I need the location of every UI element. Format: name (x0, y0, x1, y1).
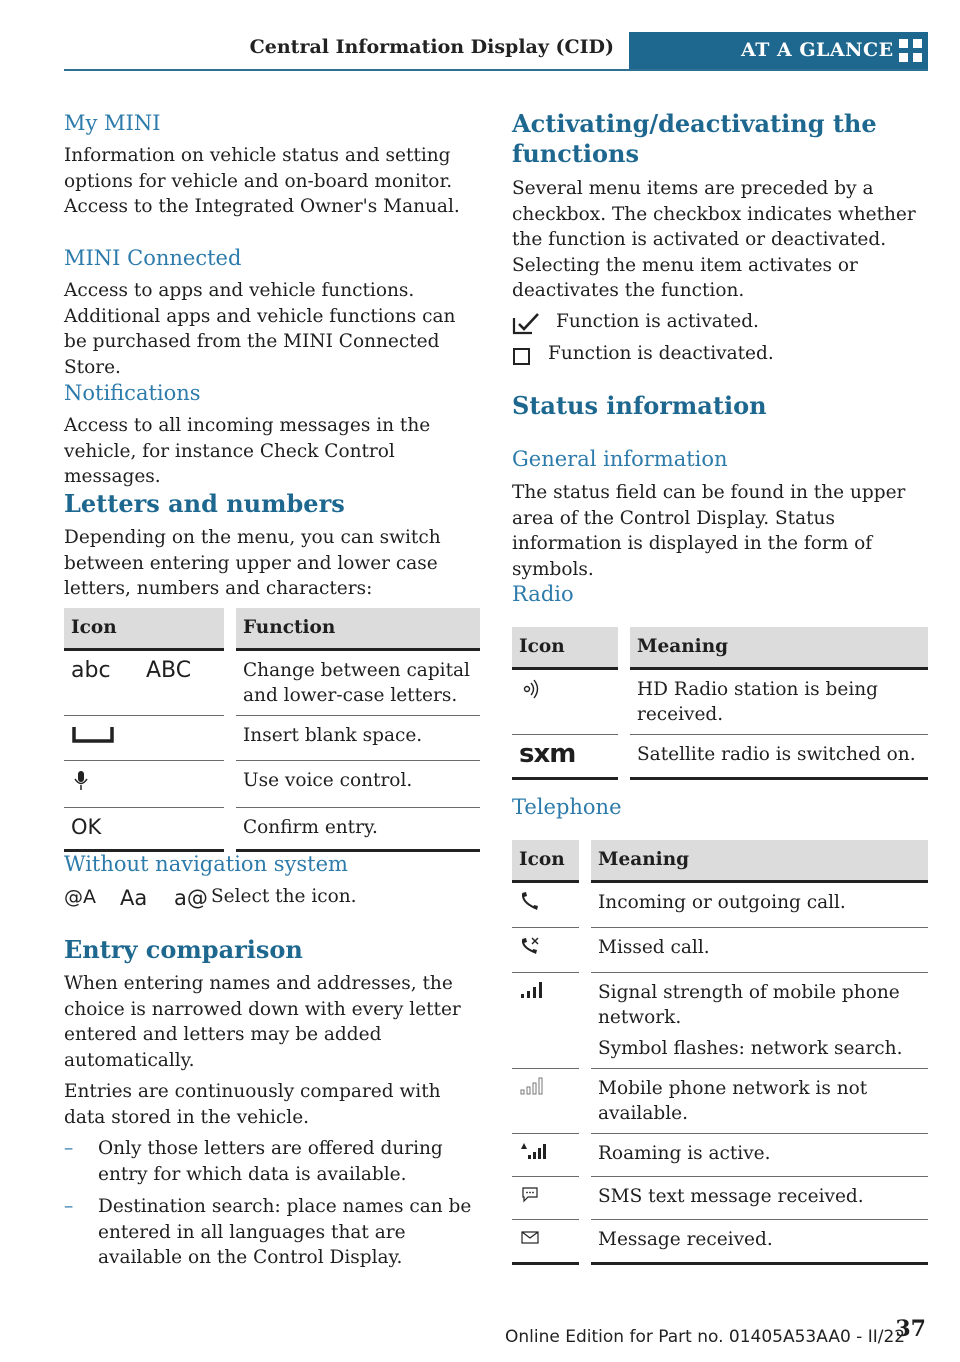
meaning-text: Message received. (585, 1220, 928, 1264)
col-header-function: Function (230, 608, 480, 650)
col-header-icon: Icon (512, 840, 585, 882)
roaming-icon (519, 1141, 547, 1161)
space-bar-icon (71, 723, 115, 745)
hd-radio-icon (519, 677, 545, 701)
checkbox-empty-icon (512, 345, 534, 367)
meaning-text: Roaming is active. (585, 1134, 928, 1177)
list-item (64, 1136, 480, 1187)
meaning-text: Signal strength of mobile phone network. (598, 982, 900, 1028)
text-entry-2: Entries are continuously compared with data stored in the vehicle. (64, 1081, 441, 1128)
letters-table (64, 608, 480, 852)
at-uppercase-icon: @A (64, 886, 96, 908)
function-text: Change between capital and lower-case letters. (230, 650, 480, 716)
table-row (512, 1177, 928, 1220)
ok-icon: OK (71, 815, 102, 839)
col-header-meaning: Meaning (585, 840, 928, 882)
table-row (512, 928, 928, 973)
phone-icon (519, 890, 541, 912)
heading-radio: Radio (512, 582, 574, 606)
table-row (64, 716, 480, 761)
sms-icon (519, 1184, 541, 1204)
sxm-icon: sxm (519, 739, 576, 769)
heading-my-mini: My MINI (64, 111, 161, 135)
meaning-cell (585, 973, 928, 1069)
col-header-meaning: Meaning (624, 627, 928, 669)
table-row (512, 1069, 928, 1134)
text-activating: Several menu items are preceded by a checkbox. The checkbox indicates whether the function is activated or deactivated. Selecting the menu item activates or deactivates the function. (512, 178, 916, 301)
telephone-table (512, 840, 928, 1265)
text-entry-1: When entering names and addresses, the choice is narrowed down with every letter entered and letters may be added automatically. (64, 973, 461, 1071)
table-row (64, 808, 480, 851)
table-row (512, 1134, 928, 1177)
activated-row (512, 309, 928, 337)
heading-general-information: General information (512, 447, 728, 471)
list-item-text: Only those letters are offered during entry for which data is available. (98, 1138, 443, 1185)
list-item-text: Destination search: place names can be entered in all languages that are available on the Control Display. (98, 1196, 472, 1268)
without-nav-text: Select the icon. (211, 886, 357, 907)
footer-edition: Online Edition for Part no. 01405A53AA0 - II/22 (505, 1327, 906, 1347)
activated-text: Function is activated. (556, 311, 759, 332)
heading-telephone: Telephone (512, 795, 622, 819)
meaning-text: Missed call. (585, 928, 928, 973)
table-row (512, 882, 928, 928)
signal-strength-icon (519, 980, 547, 1000)
col-header-icon: Icon (512, 627, 624, 669)
missed-call-icon (519, 935, 541, 957)
bullet-dash: – (64, 1138, 74, 1159)
meaning-text: Mobile phone network is not available. (585, 1069, 928, 1134)
heading-status-information: Status information (512, 391, 767, 420)
table-row (64, 650, 480, 716)
chapter-tab-label: AT A GLANCE (741, 39, 894, 61)
heading-letters-numbers: Letters and numbers (64, 489, 345, 518)
meaning-text: HD Radio station is being received. (624, 669, 928, 735)
meaning-text: Incoming or outgoing call. (585, 882, 928, 928)
microphone-icon (71, 768, 91, 792)
heading-mini-connected: MINI Connected (64, 246, 242, 270)
heading-without-navigation: Without navigation system (64, 852, 348, 876)
text-my-mini: Information on vehicle status and setting options for vehicle and on-board monitor. Access to the Integrated Owner's Manual. (64, 145, 460, 217)
at-lowercase-icon: a@ (174, 886, 208, 910)
chapter-tab[interactable] (629, 32, 928, 71)
heading-notifications: Notifications (64, 381, 201, 405)
col-header-icon: Icon (64, 608, 230, 650)
message-envelope-icon (519, 1227, 541, 1247)
function-text: Insert blank space. (230, 716, 480, 761)
table-row (512, 1220, 928, 1264)
radio-table (512, 627, 928, 780)
case-toggle-icon: Aa (120, 886, 148, 910)
heading-entry-comparison: Entry comparison (64, 935, 303, 964)
table-row (512, 669, 928, 735)
text-general-information: The status field can be found in the upper area of the Control Display. Status information is displayed in the form of symbols. (512, 482, 906, 580)
page-number: 37 (895, 1316, 926, 1342)
table-row (64, 761, 480, 808)
text-letters-numbers: Depending on the menu, you can switch between entering upper and lower case letters, numbers and characters: (64, 527, 441, 599)
deactivated-text: Function is deactivated. (548, 343, 774, 364)
header-rule (64, 69, 928, 71)
meaning-note: Symbol flashes: network search. (598, 1038, 903, 1059)
bullet-dash: – (64, 1196, 74, 1217)
heading-activating: Activating/deactivating the functions (512, 109, 877, 168)
text-notifications: Access to all incoming messages in the vehicle, for instance Check Control messages. (64, 415, 431, 487)
list-item (64, 1194, 480, 1271)
checkbox-checked-icon (512, 312, 542, 336)
function-text: Confirm entry. (230, 808, 480, 851)
without-nav-row (64, 884, 480, 914)
section-title: Central Information Display (CID) (249, 36, 614, 58)
no-network-icon (519, 1076, 547, 1096)
table-row (512, 735, 928, 779)
uppercase-abc-icon: ABC (145, 658, 192, 683)
lowercase-abc-icon: abc (71, 658, 111, 683)
text-mini-connected: Access to apps and vehicle functions. Additional apps and vehicle functions can be purchased from the MINI Connected Store. (64, 280, 456, 378)
meaning-text: SMS text message received. (585, 1177, 928, 1220)
function-text: Use voice control. (230, 761, 480, 808)
table-row (512, 973, 928, 1069)
meaning-text: Satellite radio is switched on. (624, 735, 928, 779)
deactivated-row (512, 341, 928, 369)
